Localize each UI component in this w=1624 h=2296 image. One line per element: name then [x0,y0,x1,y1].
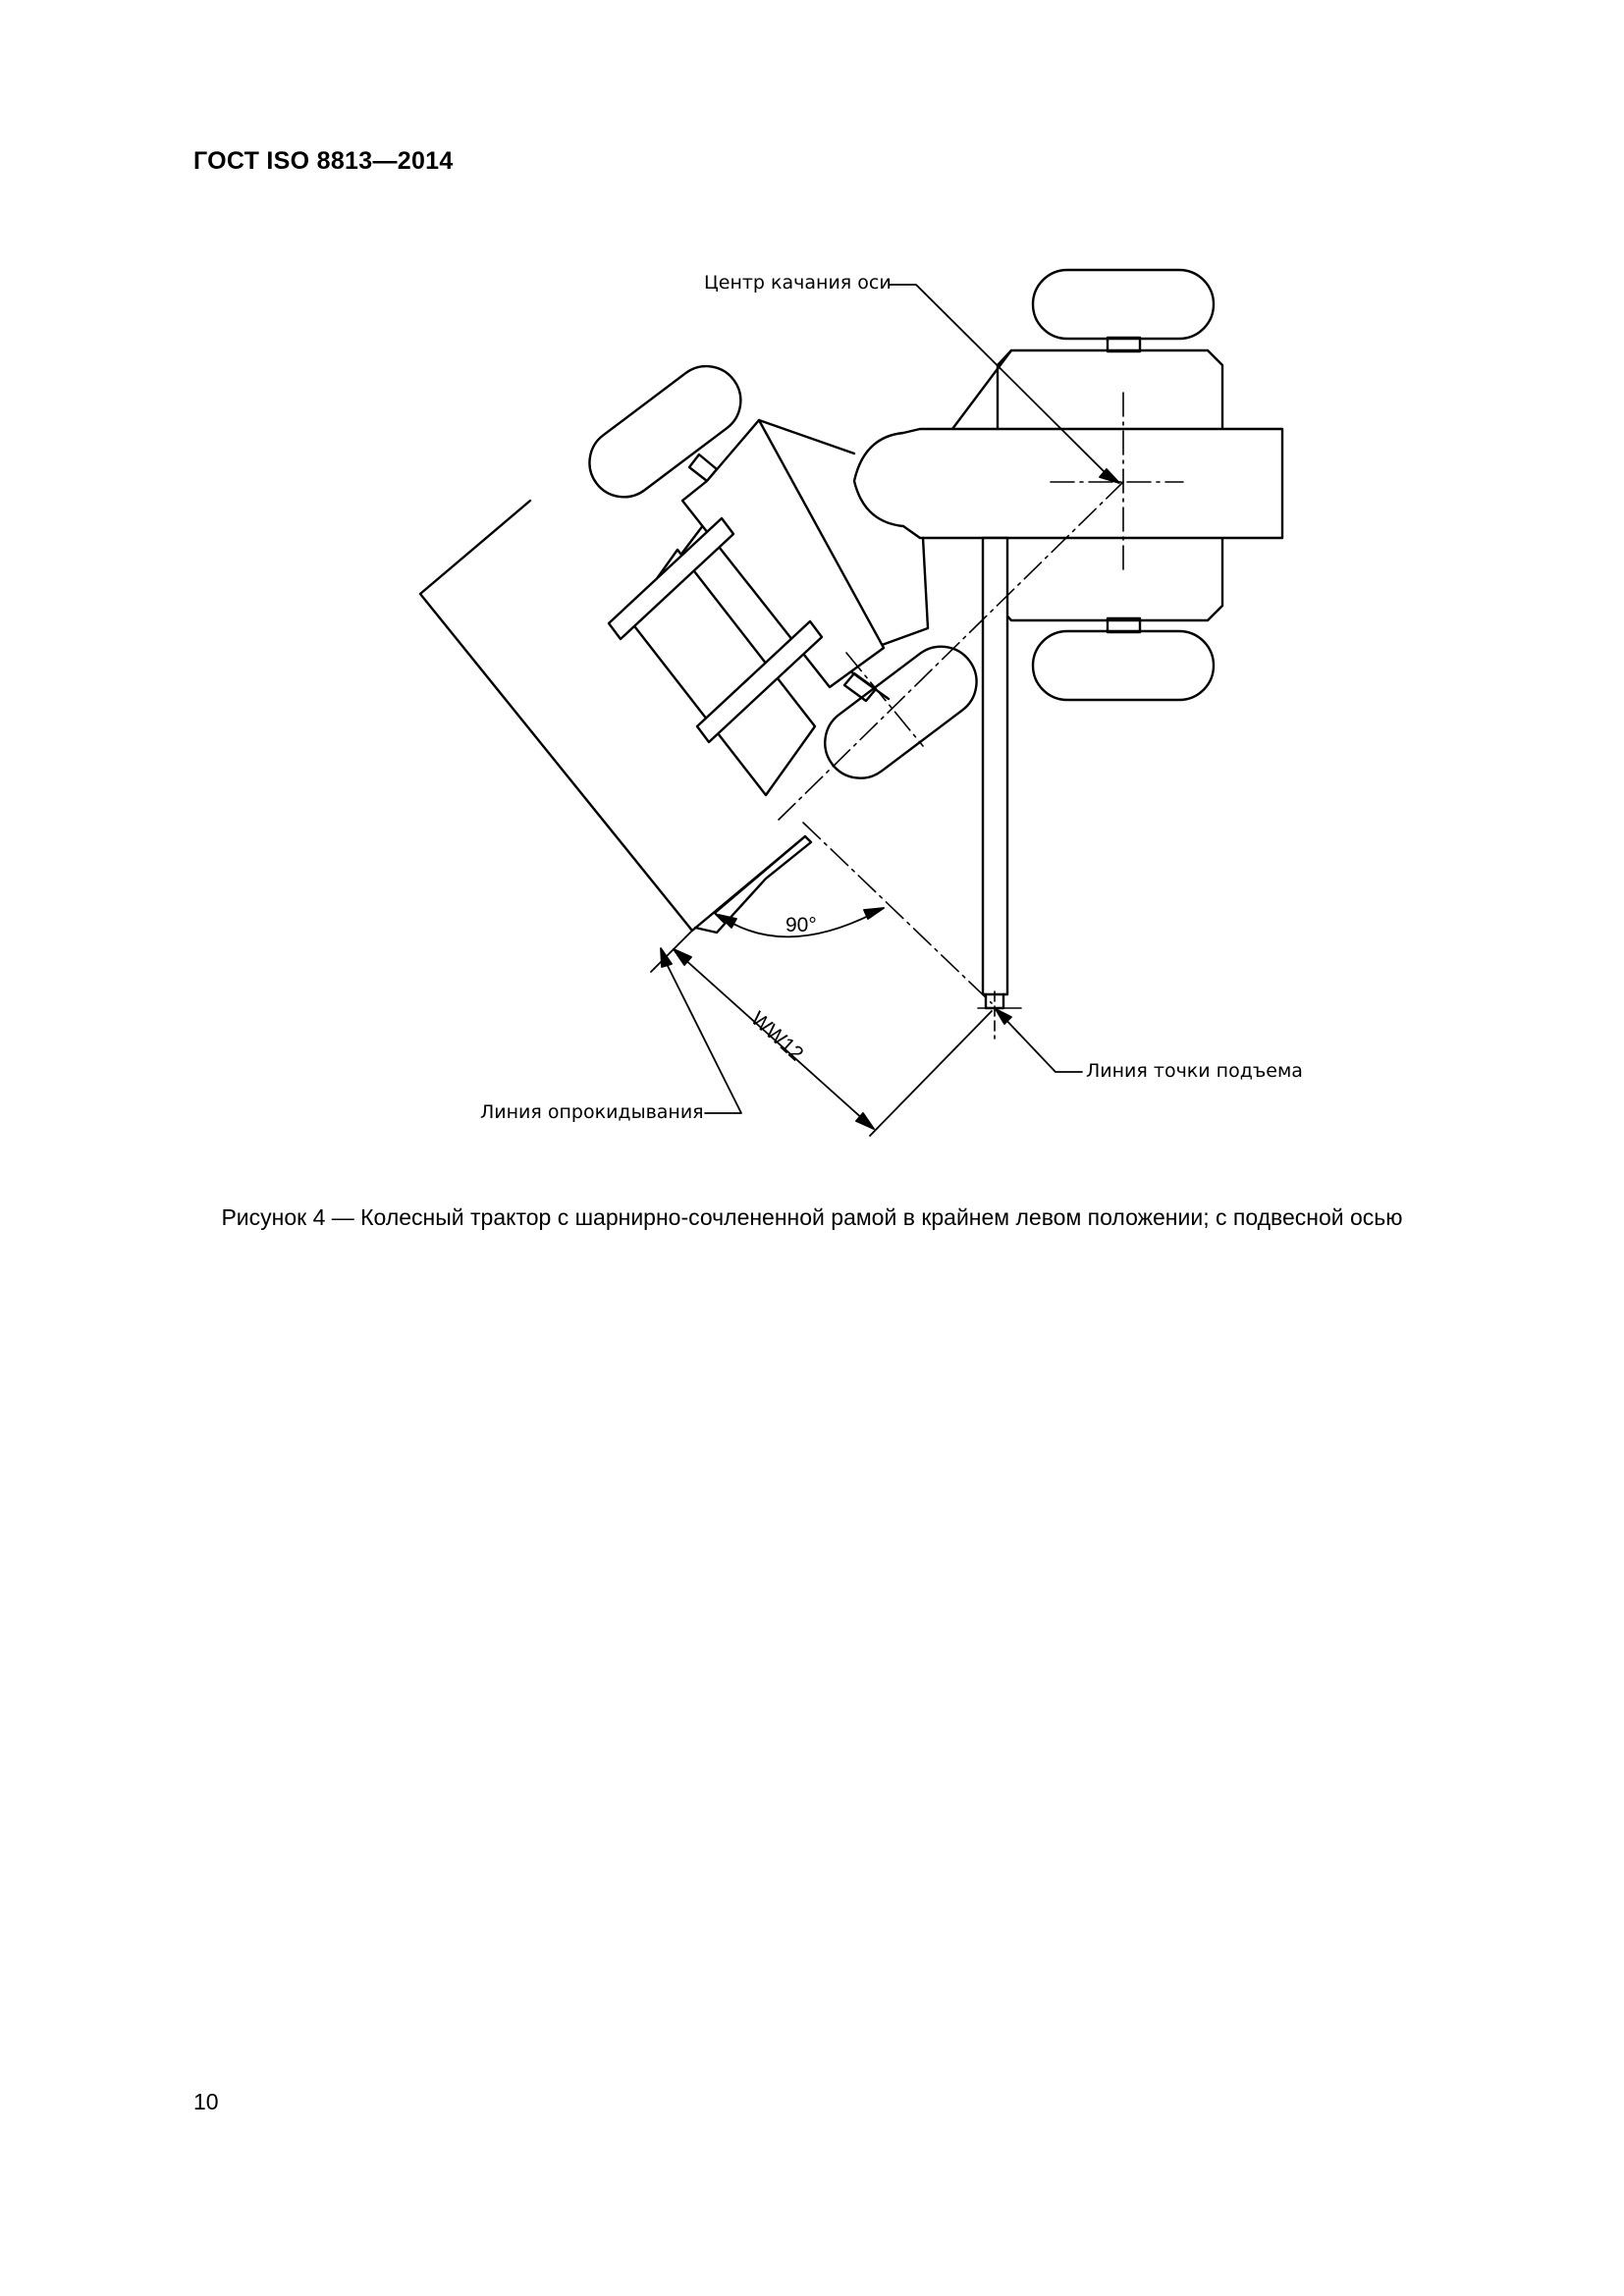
axle-beam [854,429,1282,538]
dimension-extension-1 [651,931,692,972]
lifting-bar [983,538,1007,994]
rear-frame [854,270,1282,1008]
dimension-extension-2 [870,1011,992,1136]
rear-top-tire [1033,270,1214,339]
dimension-label: WW12 [746,1007,808,1066]
lifting-point-arrow [996,1009,1011,1024]
pivot-center-label: Центр качания оси [704,272,892,294]
angle-label: 90° [785,914,817,936]
perpendicular-line [803,823,992,1003]
lifting-point-leader [1000,1013,1082,1072]
lifting-point-line-label: Линия точки подъема [1086,1060,1303,1082]
angle-arrow-2 [864,908,884,919]
tipping-line-leader [666,962,741,1113]
rear-housing-slant [952,350,1011,429]
rear-bottom-tire [1033,631,1214,700]
tipping-line-arrow [661,948,672,967]
figure-caption: Рисунок 4 — Колесный трактор с шарнирно-сочлененной рамой в крайнем левом положении; с подвесной осью [221,1204,1403,1230]
tipping-line-label: Линия опрокидывания [480,1101,704,1123]
document-header: ГОСТ ISO 8813—2014 [193,147,454,175]
page-number: 10 [193,2089,219,2114]
